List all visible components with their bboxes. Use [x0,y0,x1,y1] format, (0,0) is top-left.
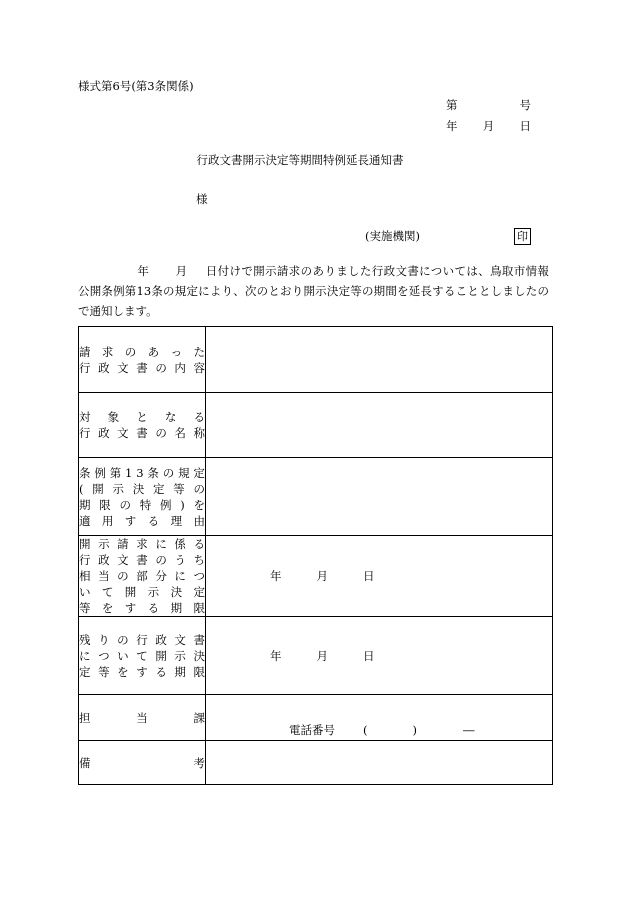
value-cell-target-document-name [206,393,553,458]
remaining-deadline-date [206,648,552,664]
label-cell-responsible-section [79,695,206,741]
row-label-line: 相 当 の 部 分 に つ [79,569,205,583]
row-label-line: に つ い て 開 示 決 [79,648,205,663]
remaining-deadline-month: 月 [316,648,328,663]
label-cell-target-document-name [79,393,206,458]
value-cell-extension-reason [206,458,553,536]
value-cell-responsible-section [206,695,553,741]
row-label-line: 請 求 の あ っ た [79,344,205,359]
table-row [79,741,553,785]
phone-number-line [206,722,552,740]
document-date-year: 年 [446,119,458,133]
deadline-year: 年 [270,569,282,583]
phone-area-open-paren: ( [363,723,368,737]
document-date-day: 日 [519,119,531,133]
body-line-2 [78,281,549,301]
value-cell-remarks [206,741,553,785]
deadline-month: 月 [316,569,328,583]
row-label-line: 適 用 す る 理 由 [79,513,205,528]
table-row [79,536,553,617]
row-label-line: ( 開 示 決 定 等 の [79,481,205,496]
label-cell-remarks [79,741,206,785]
issuer-label: (実施機関) [365,229,420,243]
table-row [79,458,553,536]
recipient-suffix: 様 [196,192,208,206]
body-date-month: 月 [175,264,188,278]
deadline-date [206,568,552,584]
phone-area-close-paren: ) [412,723,417,737]
row-label-line: 定 等 を す る 期 限 [79,664,205,679]
row-label-line: 備 考 [79,755,205,770]
label-cell-partial-decision-deadline [79,536,206,617]
seal-mark: 印 [514,228,531,245]
table-row [79,393,553,458]
label-cell-requested-document-content [79,327,206,393]
phone-dash: ― [463,723,475,737]
row-label-line: 等 を す る 期 限 [79,601,205,615]
body-text-line-3: で通知します。 [78,304,158,318]
row-label-line: 期 限 の 特 例 ) を [79,497,205,512]
row-label-line: 担 当 課 [79,710,205,725]
table-row [79,617,553,695]
body-line-1 [78,261,549,281]
document-date-month: 月 [482,119,495,133]
row-label-line: 行 政 文 書 の 内 容 [79,360,205,375]
row-label-line: 開 示 請 求 に 係 る [79,537,205,551]
notice-body [78,261,549,321]
value-cell-requested-document-content [206,327,553,393]
row-label-line: 行 政 文 書 の う ち [79,553,205,567]
row-label-line: 行 政 文 書 の 名 称 [79,426,205,440]
value-cell-remaining-decision-deadline [206,617,553,695]
row-label-line: 条 例 第 1 3 条 の 規 定 [79,465,205,480]
label-cell-extension-reason [79,458,206,536]
document-title: 行政文書開示決定等期間特例延長通知書 [196,153,404,167]
table-row [79,695,553,741]
deadline-day: 日 [363,569,375,583]
row-label-line: 残 り の 行 政 文 書 [79,632,205,647]
form-number: 様式第6号(第3条関係) [78,79,194,93]
body-text-line-1: 日付けで開示請求のありました行政文書については、鳥取市情報 [205,264,550,278]
document-number-prefix: 第 [446,98,458,112]
value-cell-partial-decision-deadline [206,536,553,617]
table-row [79,327,553,393]
body-date-year: 年 [137,264,150,278]
row-label-line: い て 開 示 決 定 [79,585,205,599]
details-table [78,326,553,785]
phone-number-label: 電話番号 [289,723,335,737]
remaining-deadline-day: 日 [363,648,375,663]
body-line-3 [78,301,549,321]
document-number [446,97,531,113]
label-cell-remaining-decision-deadline [79,617,206,695]
row-label-line: 対 象 と な る [79,410,205,424]
remaining-deadline-year: 年 [270,648,282,663]
document-date [446,118,531,134]
document-number-suffix: 号 [519,98,531,112]
body-text-line-2: 公開条例第13条の規定により、次のとおり開示決定等の期間を延長することとしましたの [78,284,549,298]
